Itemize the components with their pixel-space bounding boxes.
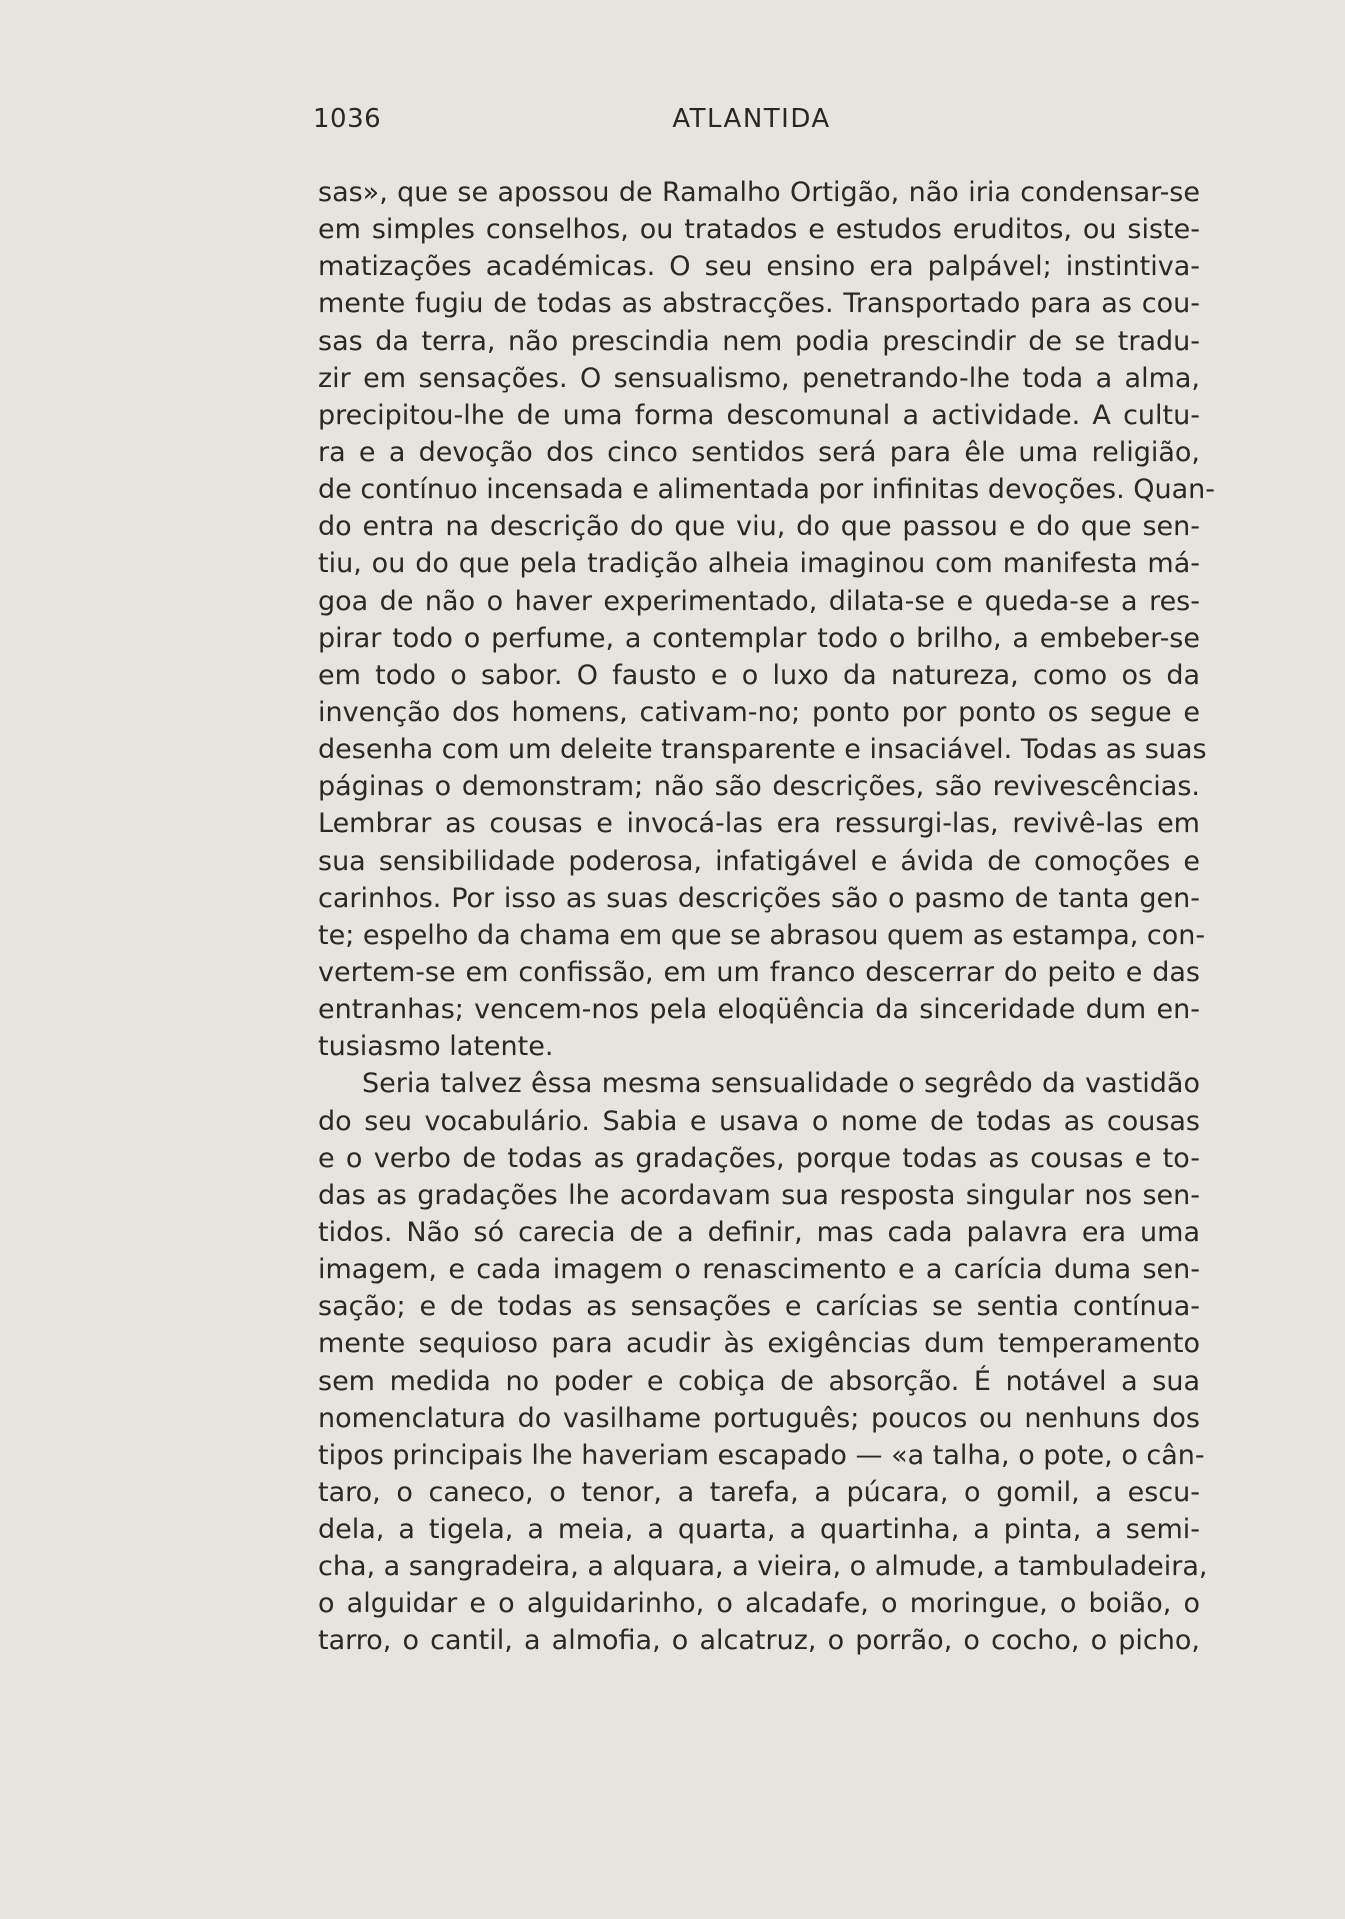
page-header bbox=[313, 104, 1190, 144]
text-line: carinhos. Por isso as suas descrições são o pasmo de tanta gen- bbox=[318, 882, 1200, 914]
text-line: mente fugiu de todas as abstracções. Transportado para as cou- bbox=[318, 288, 1200, 320]
text-line: cha, a sangradeira, a alquara, a vieira, o almude, a tambuladeira, bbox=[318, 1551, 1208, 1583]
text-line: Seria talvez êssa mesma sensualidade o segrêdo da vastidão bbox=[362, 1068, 1200, 1100]
text-line: tipos principais lhe haveriam escapado — «a talha, o pote, o cân- bbox=[318, 1439, 1205, 1471]
text-line: tidos. Não só carecia de a definir, mas cada palavra era uma bbox=[318, 1216, 1200, 1248]
text-line: em todo o sabor. O fausto e o luxo da natureza, como os da bbox=[318, 659, 1200, 691]
body-text bbox=[318, 174, 1216, 1660]
page-number: 1036 bbox=[313, 104, 382, 134]
running-title: ATLANTIDA bbox=[672, 104, 831, 134]
text-line: matizações académicas. O seu ensino era palpável; instintiva- bbox=[318, 251, 1200, 283]
text-line: Lembrar as cousas e invocá-las era ressurgi-las, revivê-las em bbox=[318, 808, 1200, 840]
text-line: pirar todo o perfume, a contemplar todo o brilho, a embeber-se bbox=[318, 622, 1200, 654]
text-line: em simples conselhos, ou tratados e estudos eruditos, ou siste- bbox=[318, 214, 1200, 246]
text-line: do seu vocabulário. Sabia e usava o nome de todas as cousas bbox=[318, 1105, 1200, 1137]
text-line: sas da terra, não prescindia nem podia prescindir de se tradu- bbox=[318, 325, 1200, 357]
text-line: de contínuo incensada e alimentada por infinitas devoções. Quan- bbox=[318, 474, 1216, 506]
text-line: desenha com um deleite transparente e insaciável. Todas as suas bbox=[318, 734, 1207, 766]
text-line: páginas o demonstram; não são descrições, são revivescências. bbox=[318, 771, 1200, 803]
text-line: taro, o caneco, o tenor, a tarefa, a púcara, o gomil, a escu- bbox=[318, 1476, 1200, 1508]
text-line: precipitou-lhe de uma forma descomunal a actividade. A cultu- bbox=[318, 399, 1200, 431]
text-line: sem medida no poder e cobiça de absorção. É notável a sua bbox=[318, 1365, 1200, 1397]
text-line: tiu, ou do que pela tradição alheia imaginou com manifesta má- bbox=[318, 548, 1200, 580]
text-line: imagem, e cada imagem o renascimento e a carícia duma sen- bbox=[318, 1254, 1200, 1286]
text-line: entranhas; vencem-nos pela eloqüência da sinceridade dum en- bbox=[318, 994, 1200, 1026]
text-line: e o verbo de todas as gradações, porque todas as cousas e to- bbox=[318, 1142, 1200, 1174]
text-line: tarro, o cantil, a almofia, o alcatruz, o porrão, o cocho, o picho, bbox=[318, 1625, 1200, 1657]
text-line: das as gradações lhe acordavam sua resposta singular nos sen- bbox=[318, 1179, 1200, 1211]
text-line: mente sequioso para acudir às exigências dum temperamento bbox=[318, 1328, 1200, 1360]
text-line: do entra na descrição do que viu, do que passou e do que sen- bbox=[318, 511, 1200, 543]
text-line: goa de não o haver experimentado, dilata-se e queda-se a res- bbox=[318, 585, 1200, 617]
text-line: nomenclatura do vasilhame português; poucos ou nenhuns dos bbox=[318, 1402, 1200, 1434]
text-line: invenção dos homens, cativam-no; ponto por ponto os segue e bbox=[318, 696, 1200, 728]
text-line: sação; e de todas as sensações e carícias se sentia contínua- bbox=[318, 1291, 1200, 1323]
text-line: te; espelho da chama em que se abrasou quem as estampa, con- bbox=[318, 919, 1206, 951]
text-line: sas», que se apossou de Ramalho Ortigão, não iria condensar-se bbox=[318, 177, 1200, 208]
text-line: vertem-se em confissão, em um franco descerrar do peito e das bbox=[318, 956, 1200, 988]
text-line: sua sensibilidade poderosa, infatigável e ávida de comoções e bbox=[318, 845, 1200, 877]
text-line: tusiasmo latente. bbox=[318, 1031, 554, 1063]
text-line: o alguidar e o alguidarinho, o alcadafe, o moringue, o boião, o bbox=[318, 1588, 1200, 1620]
text-line: ra e a devoção dos cinco sentidos será para êle uma religião, bbox=[318, 436, 1200, 468]
text-line: zir em sensações. O sensualismo, penetrando-lhe toda a alma, bbox=[318, 362, 1200, 394]
text-line: dela, a tigela, a meia, a quarta, a quartinha, a pinta, a semi- bbox=[318, 1514, 1200, 1546]
